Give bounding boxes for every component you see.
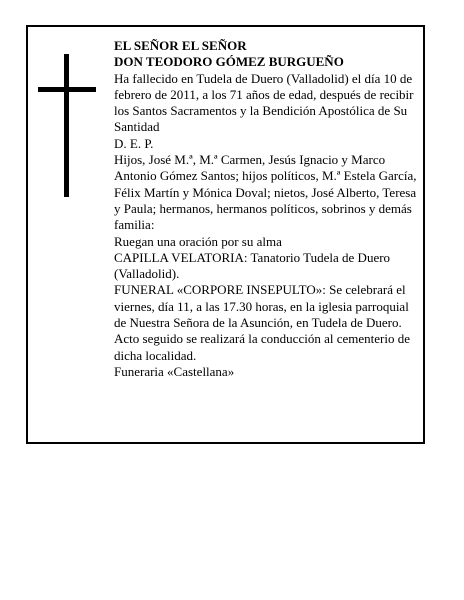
cross-vertical-bar bbox=[64, 54, 69, 197]
cross-horizontal-bar bbox=[38, 87, 96, 92]
notice-text bbox=[114, 38, 424, 380]
prayer-request: Ruegan una oración por su alma bbox=[114, 233, 282, 249]
deceased-title: EL SEÑOR EL SEÑOR bbox=[114, 38, 247, 53]
family-list: Hijos, José M.ª, M.ª Carmen, Jesús Ignacio y Marco Antonio Gómez Santos; hijos políticos, M.ª Estela García, Félix Martín y Mónica Doval; nietos, José Alberto, Teresa y Paula; hermanos, hermanos políticos, sobrinos y demás familia: bbox=[114, 152, 417, 233]
cross-icon bbox=[38, 54, 96, 197]
death-announcement: Ha fallecido en Tudela de Duero (Valladolid) el día 10 de febrero de 2011, a los 71 años de edad, después de recibir los Santos Sacramentos y la Bendición Apostólica de Su Santidad bbox=[114, 70, 414, 135]
funeral-home: Funeraria «Castellana» bbox=[114, 363, 235, 379]
deceased-name: DON TEODORO GÓMEZ BURGUEÑO bbox=[114, 54, 344, 70]
dep-abbreviation: D. E. P. bbox=[114, 135, 154, 151]
chapel-info: CAPILLA VELATORIA: Tanatorio Tudela de Duero (Valladolid). bbox=[114, 249, 391, 282]
funeral-info: FUNERAL «CORPORE INSEPULTO»: Se celebrará el viernes, día 11, a las 17.30 horas, en la iglesia parroquial de Nuestra Señora de la Asunción, en Tudela de Duero. Acto seguido se realizará la conducción al cementerio de dicha localidad. bbox=[114, 282, 410, 363]
